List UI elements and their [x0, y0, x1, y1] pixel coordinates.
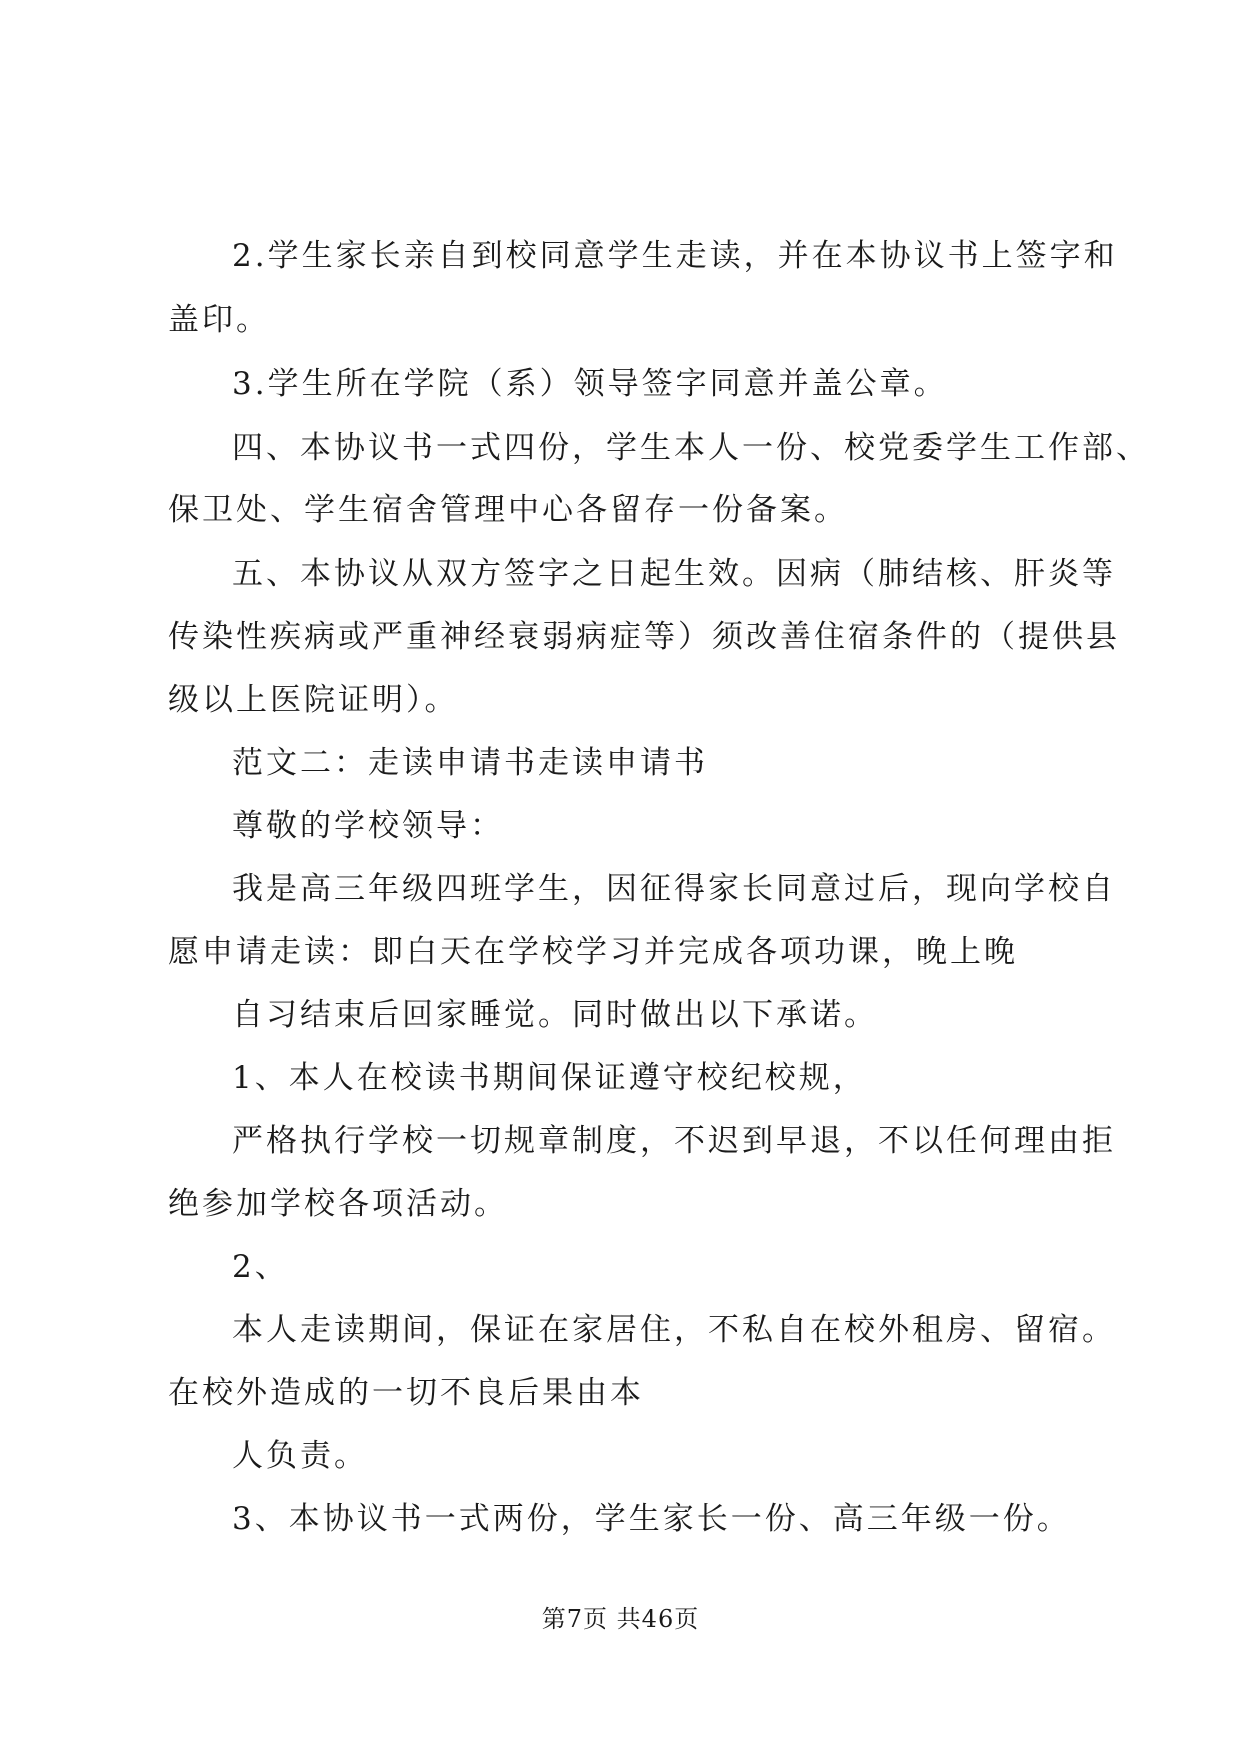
- salutation: 尊敬的学校领导：: [232, 808, 504, 844]
- paragraph-line: 严格执行学校一切规章制度，不迟到早退，不以任何理由拒: [232, 1123, 1116, 1159]
- list-item: 3、本协议书一式两份，学生家长一份、高三年级一份。: [232, 1501, 1071, 1537]
- paragraph-line: 我是高三年级四班学生，因征得家长同意过后，现向学校自: [232, 871, 1116, 907]
- paragraph-line: 人负责。: [232, 1438, 368, 1474]
- paragraph-line: 四、本协议书一式四份，学生本人一份、校党委学生工作部、: [232, 430, 1150, 466]
- paragraph-line: 保卫处、学生宿舍管理中心各留存一份备案。: [168, 492, 848, 528]
- paragraph-line: 3.学生所在学院（系）领导签字同意并盖公章。: [232, 366, 948, 402]
- paragraph-line: 在校外造成的一切不良后果由本: [168, 1375, 644, 1411]
- paragraph-line: 传染性疾病或严重神经衰弱病症等）须改善住宿条件的（提供县: [168, 619, 1120, 655]
- paragraph-line: 本人走读期间，保证在家居住，不私自在校外租房、留宿。: [232, 1312, 1116, 1348]
- paragraph-line: 2.学生家长亲自到校同意学生走读，并在本协议书上签字和: [232, 238, 1118, 274]
- paragraph-line: 自习结束后回家睡觉。同时做出以下承诺。: [232, 997, 878, 1033]
- paragraph-line: 绝参加学校各项活动。: [168, 1186, 508, 1222]
- list-item: 2、: [232, 1249, 289, 1285]
- page-number: 第7页 共46页: [541, 1605, 700, 1633]
- paragraph-line: 盖印。: [168, 302, 270, 338]
- list-item: 1、本人在校读书期间保证遵守校纪校规，: [232, 1060, 867, 1096]
- paragraph-line: 五、本协议从双方签字之日起生效。因病（肺结核、肝炎等: [232, 556, 1116, 592]
- paragraph-line: 级以上医院证明）。: [168, 682, 459, 718]
- section-heading: 范文二：走读申请书走读申请书: [232, 745, 708, 781]
- paragraph-line: 愿申请走读：即白天在学校学习并完成各项功课，晚上晚: [168, 934, 1018, 970]
